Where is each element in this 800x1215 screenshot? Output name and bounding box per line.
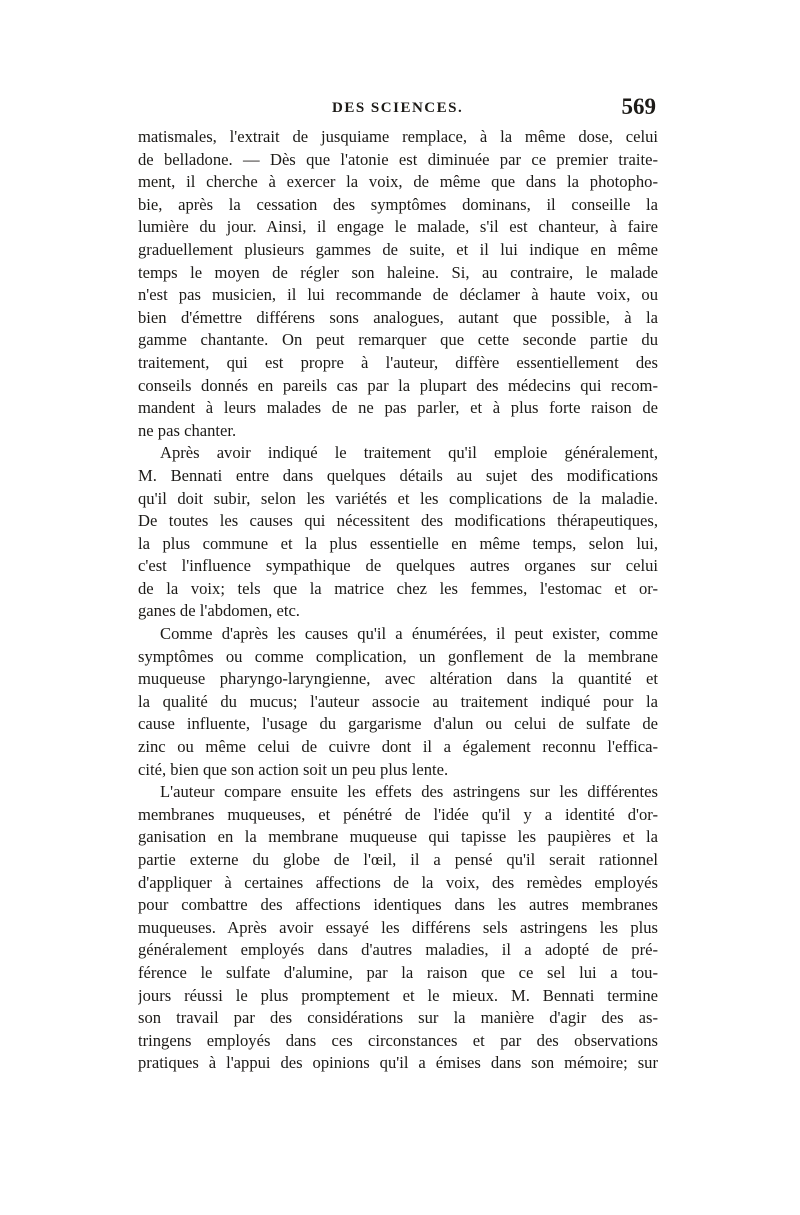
text-line: qu'il doit subir, selon les variétés et les complications de la maladie. — [138, 488, 658, 508]
paragraph — [138, 442, 658, 623]
text-line: d'appliquer à certaines affections de la voix, des remèdes employés — [138, 872, 658, 892]
text-line: symptômes ou comme complication, un gonflement de la membrane — [138, 646, 658, 666]
text-line: conseils donnés en pareils cas par la plupart des médecins qui recom- — [138, 375, 658, 395]
text-line: matismales, l'extrait de jusquiame remplace, à la même dose, celui — [138, 127, 658, 146]
text-line: pratiques à l'appui des opinions qu'il a émises dans son mémoire; sur — [138, 1053, 658, 1073]
text-line: zinc ou même celui de cuivre dont il a également reconnu l'effica- — [138, 737, 658, 757]
text-line: tringens employés dans ces circonstances et par des observations — [138, 1030, 658, 1050]
text-line: lumière du jour. Ainsi, il engage le malade, s'il est chanteur, à faire — [138, 217, 658, 237]
book-page — [138, 96, 658, 1075]
text-line: ment, il cherche à exercer la voix, de même que dans la photopho- — [138, 172, 658, 192]
body-text — [138, 126, 658, 1075]
text-line: gamme chantante. On peut remarquer que cette seconde partie du — [138, 330, 658, 350]
text-line: traitement, qui est propre à l'auteur, diffère essentiellement des — [138, 352, 658, 372]
text-line: muqueuses. Après avoir essayé les différens sels astringens les plus — [138, 917, 658, 937]
text-line: L'auteur compare ensuite les effets des astringens sur les différentes — [160, 782, 658, 802]
text-line: son travail par des considérations sur la manière d'agir des as- — [138, 1008, 658, 1028]
text-line: la qualité du mucus; l'auteur associe au traitement indiqué pour la — [138, 691, 658, 711]
text-line: Après avoir indiqué le traitement qu'il emploie généralement, — [160, 443, 658, 463]
text-line: cité, bien que son action soit un peu plus lente. — [138, 759, 449, 779]
text-line: bien d'émettre différens sons analogues, autant que possible, à la — [138, 307, 658, 327]
text-line: généralement employés dans d'autres maladies, il a adopté de pré- — [138, 940, 658, 960]
text-line: Comme d'après les causes qu'il a énumérées, il peut exister, comme — [160, 624, 658, 644]
text-line: de la voix; tels que la matrice chez les femmes, l'estomac et or- — [138, 578, 658, 598]
paragraph — [138, 781, 658, 1075]
page-number: 569 — [621, 94, 656, 119]
text-line: partie externe du globe de l'œil, il a pensé qu'il serait rationnel — [138, 850, 658, 869]
running-head — [138, 96, 658, 126]
text-line: ganisation en la membrane muqueuse qui tapisse les paupières et la — [138, 827, 658, 847]
text-line: muqueuse pharyngo-laryngienne, avec altération dans la quantité et — [138, 669, 658, 689]
text-line: pour combattre des affections identiques dans les autres membranes — [138, 895, 658, 915]
text-line: M. Bennati entre dans quelques détails au sujet des modifications — [138, 465, 658, 485]
text-line: n'est pas musicien, il lui recommande de déclamer à haute voix, ou — [138, 285, 658, 305]
running-title: DES SCIENCES. — [332, 100, 464, 116]
text-line: De toutes les causes qui nécessitent des modifications thérapeutiques, — [138, 511, 658, 531]
paragraph — [138, 126, 658, 442]
text-line: jours réussi le plus promptement et le mieux. M. Bennati termine — [138, 985, 658, 1005]
text-line: ganes de l'abdomen, etc. — [138, 601, 300, 621]
text-line: graduellement plusieurs gammes de suite, et il lui indique en même — [138, 239, 658, 259]
text-line: de belladone. — Dès que l'atonie est diminuée par ce premier traite- — [138, 149, 658, 169]
text-line: mandent à leurs malades de ne pas parler, et à plus forte raison de — [138, 398, 658, 418]
text-line: bie, après la cessation des symptômes dominans, il conseille la — [138, 194, 658, 214]
text-line: membranes muqueuses, et pénétré de l'idée qu'il y a identité d'or- — [138, 804, 658, 824]
text-line: ne pas chanter. — [138, 420, 237, 440]
text-line: c'est l'influence sympathique de quelques autres organes sur celui — [138, 556, 658, 576]
text-line: cause influente, l'usage du gargarisme d'alun ou celui de sulfate de — [138, 714, 658, 734]
text-line: temps le moyen de régler son haleine. Si, au contraire, le malade — [138, 262, 658, 282]
text-line: férence le sulfate d'alumine, par la raison que ce sel lui a tou- — [138, 962, 658, 982]
paragraph — [138, 623, 658, 781]
text-line: la plus commune et la plus essentielle en même temps, selon lui, — [138, 533, 658, 553]
